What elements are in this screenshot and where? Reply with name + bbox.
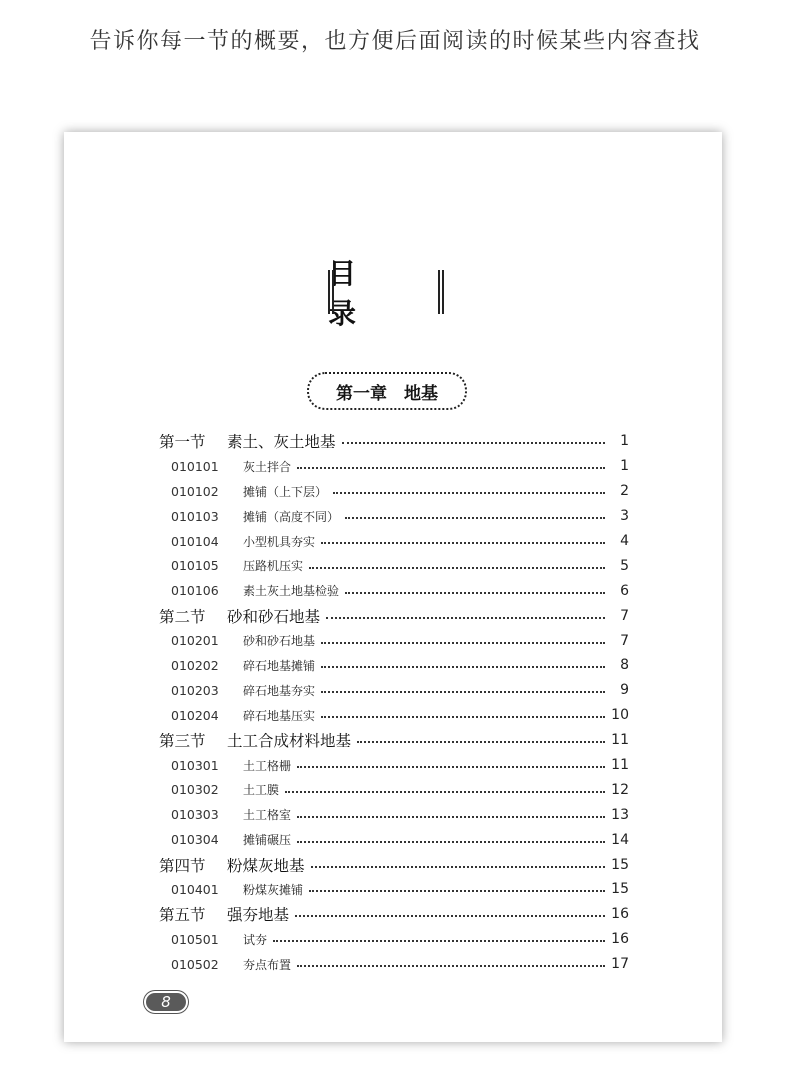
toc-section-row[interactable] <box>159 429 629 454</box>
entry-page: 9 <box>620 682 629 699</box>
entry-number: 010101 <box>171 458 219 474</box>
toc-item-row[interactable] <box>159 454 629 479</box>
dot-leader <box>333 492 605 494</box>
entry-title: 粉煤灰摊铺 <box>243 882 304 897</box>
dot-leader <box>297 766 605 768</box>
entry-page: 4 <box>620 533 629 549</box>
toc-item-row[interactable] <box>159 753 629 778</box>
entry-page: 12 <box>611 781 629 798</box>
toc-item-row[interactable] <box>159 952 629 977</box>
entry-page: 15 <box>611 856 629 873</box>
entry-number: 010106 <box>171 583 219 599</box>
dot-leader <box>309 567 605 569</box>
toc-item-row[interactable] <box>159 827 629 852</box>
entry-title: 粉煤灰地基 <box>227 856 305 875</box>
entry-title: 摊铺碾压 <box>243 833 292 848</box>
entry-number: 010304 <box>171 832 219 848</box>
dot-leader <box>297 467 605 469</box>
chapter-title: 第一章 地基 <box>307 372 467 410</box>
dot-leader <box>273 940 605 942</box>
toc-section-row[interactable] <box>159 902 629 927</box>
page-number-badge: 8 <box>144 991 188 1013</box>
toc-item-row[interactable] <box>159 877 629 902</box>
entry-page: 8 <box>620 657 629 674</box>
toc-item-row[interactable] <box>159 777 629 802</box>
dot-leader <box>309 890 605 892</box>
entry-number: 010501 <box>171 931 219 947</box>
entry-page: 17 <box>611 956 629 973</box>
heading-bar-right <box>438 270 444 314</box>
entry-page: 7 <box>620 607 629 624</box>
entry-number: 010401 <box>171 881 219 897</box>
entry-page: 13 <box>611 806 629 823</box>
dot-leader <box>321 666 605 668</box>
toc-item-row[interactable] <box>159 553 629 578</box>
toc-item-row[interactable] <box>159 678 629 703</box>
entry-title: 土工格栅 <box>243 758 292 773</box>
entry-page: 15 <box>611 881 629 898</box>
entry-number: 010301 <box>171 757 219 773</box>
dot-leader <box>297 965 605 967</box>
entry-page: 1 <box>620 433 629 450</box>
toc-list <box>159 429 629 977</box>
entry-title: 小型机具夯实 <box>243 534 316 549</box>
entry-page: 11 <box>611 732 629 749</box>
entry-number: 第三节 <box>159 732 206 751</box>
entry-number: 第二节 <box>159 607 206 626</box>
dot-leader <box>321 716 605 718</box>
dot-leader <box>321 691 605 693</box>
toc-item-row[interactable] <box>159 529 629 554</box>
toc-section-row[interactable] <box>159 603 629 628</box>
toc-item-row[interactable] <box>159 504 629 529</box>
entry-page: 2 <box>620 483 629 500</box>
entry-title: 碎石地基压实 <box>243 708 316 723</box>
entry-page: 10 <box>611 707 629 724</box>
entry-title: 灰土拌合 <box>243 459 292 474</box>
entry-title: 摊铺（上下层） <box>243 484 328 499</box>
entry-number: 010203 <box>171 682 219 698</box>
toc-section-row[interactable] <box>159 852 629 877</box>
entry-title: 碎石地基摊铺 <box>243 658 316 673</box>
toc-heading <box>328 257 444 330</box>
entry-number: 010104 <box>171 533 219 549</box>
entry-page: 14 <box>611 831 629 848</box>
toc-item-row[interactable] <box>159 802 629 827</box>
entry-number: 010502 <box>171 956 219 972</box>
toc-item-row[interactable] <box>159 653 629 678</box>
toc-item-row[interactable] <box>159 703 629 728</box>
entry-title: 夯点布置 <box>243 957 292 972</box>
entry-page: 7 <box>620 632 629 649</box>
heading-bar-left <box>328 270 334 314</box>
toc-title: 目 录 <box>328 257 425 330</box>
dot-leader <box>311 866 605 868</box>
dot-leader <box>297 841 605 843</box>
entry-number: 010303 <box>171 807 219 823</box>
entry-title: 砂和砂石地基 <box>227 607 321 626</box>
entry-title: 试夯 <box>243 932 268 947</box>
entry-title: 碎石地基夯实 <box>243 683 316 698</box>
entry-number: 010103 <box>171 508 219 524</box>
entry-title: 摊铺（高度不同） <box>243 509 340 524</box>
entry-page: 5 <box>620 557 629 574</box>
entry-number: 010201 <box>171 633 219 649</box>
entry-number: 010102 <box>171 483 219 499</box>
dot-leader <box>321 642 605 644</box>
entry-number: 010302 <box>171 782 219 798</box>
toc-item-row[interactable] <box>159 479 629 504</box>
entry-number: 第一节 <box>159 433 206 452</box>
dot-leader <box>342 442 605 444</box>
toc-item-row[interactable] <box>159 927 629 952</box>
entry-title: 土工格室 <box>243 808 292 823</box>
entry-number: 010105 <box>171 558 219 574</box>
entry-title: 砂和砂石地基 <box>243 634 316 649</box>
dot-leader <box>326 617 605 619</box>
entry-title: 强夯地基 <box>227 906 290 925</box>
book-page <box>64 132 722 1042</box>
entry-number: 010202 <box>171 657 219 673</box>
entry-title: 素土、灰土地基 <box>227 433 336 452</box>
entry-number: 第五节 <box>159 906 206 925</box>
dot-leader <box>357 741 605 743</box>
dot-leader <box>345 592 605 594</box>
entry-title: 土工膜 <box>243 783 280 798</box>
entry-title: 素土灰土地基检验 <box>243 584 340 599</box>
dot-leader <box>297 816 605 818</box>
entry-page: 1 <box>620 458 629 475</box>
dot-leader <box>295 915 605 917</box>
dot-leader <box>345 517 605 519</box>
promo-caption: 告诉你每一节的概要，也方便后面阅读的时候某些内容查找 <box>89 29 701 54</box>
entry-number: 010204 <box>171 707 219 723</box>
entry-title: 压路机压实 <box>243 559 304 574</box>
toc-section-row[interactable] <box>159 728 629 753</box>
entry-title: 土工合成材料地基 <box>227 732 352 751</box>
dot-leader <box>321 542 605 544</box>
entry-page: 16 <box>611 906 629 923</box>
entry-page: 3 <box>620 508 629 525</box>
entry-page: 6 <box>620 582 629 599</box>
entry-number: 第四节 <box>159 856 206 875</box>
entry-page: 11 <box>611 757 629 774</box>
toc-item-row[interactable] <box>159 628 629 653</box>
toc-item-row[interactable] <box>159 578 629 603</box>
dot-leader <box>285 791 605 793</box>
entry-page: 16 <box>611 931 629 948</box>
